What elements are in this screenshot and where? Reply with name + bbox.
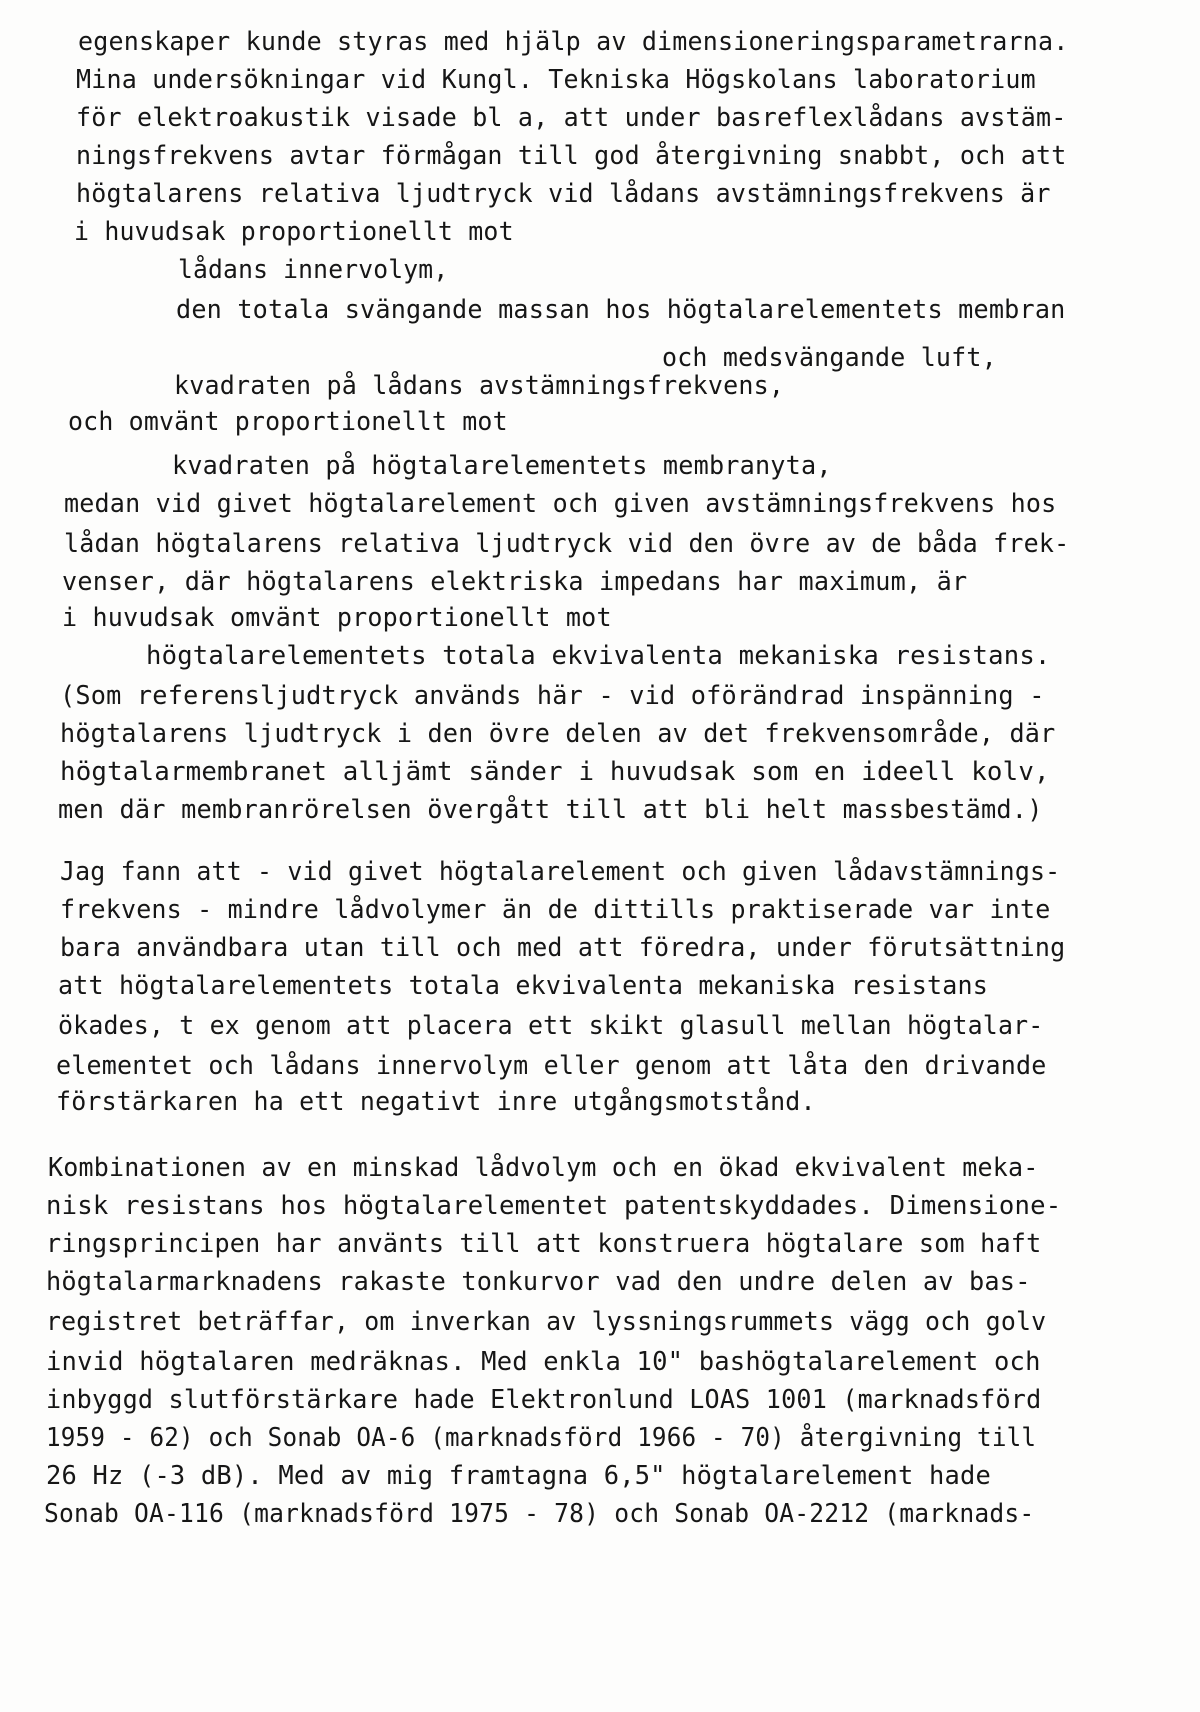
text-line: ningsfrekvens avtar förmågan till god återgivning snabbt, och att — [76, 141, 1067, 171]
text-line: elementet och lådans innervolym eller genom att låta den drivande — [56, 1051, 1047, 1081]
text-line: Kombinationen av en minskad lådvolym och en ökad ekvivalent meka- — [48, 1153, 1039, 1183]
text-line: men där membranrörelsen övergått till att bli helt massbestämd.) — [58, 795, 1043, 825]
text-line: (Som referensljudtryck används här - vid oförändrad inspänning - — [60, 681, 1045, 711]
text-line: i huvudsak omvänt proportionellt mot — [62, 603, 612, 633]
text-line: medan vid givet högtalarelement och given avstämningsfrekvens hos — [64, 489, 1057, 519]
text-line: nisk resistans hos högtalarelementet patentskyddades. Dimensione- — [46, 1191, 1062, 1221]
text-line: och omvänt proportionellt mot — [68, 407, 508, 437]
text-line: Mina undersökningar vid Kungl. Tekniska Högskolans laboratorium — [76, 65, 1036, 95]
text-line: ökades, t ex genom att placera ett skikt glasull mellan högtalar- — [58, 1011, 1044, 1041]
text-line: kvadraten på högtalarelementets membranyta, — [172, 451, 832, 481]
text-line: kvadraten på lådans avstämningsfrekvens, — [174, 371, 785, 401]
text-line: registret beträffar, om inverkan av lyssningsrummets vägg och golv — [46, 1307, 1047, 1337]
text-line: den totala svängande massan hos högtalarelementets membran — [176, 295, 1066, 325]
text-line: högtalarens relativa ljudtryck vid lådans avstämningsfrekvens är — [76, 179, 1051, 209]
text-line: egenskaper kunde styras med hjälp av dimensioneringsparametrarna. — [78, 27, 1069, 57]
text-line: bara användbara utan till och med att föredra, under förutsättning — [60, 933, 1066, 963]
text-line: Sonab OA-116 (marknadsförd 1975 - 78) och Sonab OA-2212 (marknads- — [44, 1499, 1035, 1529]
text-line: förstärkaren ha ett negativt inre utgångsmotstånd. — [56, 1087, 816, 1117]
text-line: 1959 - 62) och Sonab OA-6 (marknadsförd 1966 - 70) återgivning till — [46, 1423, 1037, 1453]
text-line: ringsprincipen har använts till att konstruera högtalare som haft — [46, 1229, 1042, 1259]
text-line: högtalarelementets totala ekvivalenta mekaniska resistans. — [146, 641, 1051, 671]
text-line: lådan högtalarens relativa ljudtryck vid den övre av de båda frek- — [64, 529, 1070, 559]
text-line: lådans innervolym, — [178, 255, 449, 285]
text-line: i huvudsak proportionellt mot — [74, 217, 514, 247]
text-line: högtalarens ljudtryck i den övre delen av det frekvensområde, där — [60, 719, 1056, 749]
text-line: att högtalarelementets totala ekvivalenta mekaniska resistans — [58, 971, 989, 1001]
text-line: högtalarmembranet alljämt sänder i huvudsak som en ideell kolv, — [60, 757, 1050, 787]
text-line: 26 Hz (-3 dB). Med av mig framtagna 6,5" högtalarelement hade — [46, 1461, 992, 1491]
text-line: högtalarmarknadens rakaste tonkurvor vad den undre delen av bas- — [46, 1267, 1031, 1297]
text-line: venser, där högtalarens elektriska impedans har maximum, är — [62, 567, 968, 597]
text-line: Jag fann att - vid givet högtalarelement och given lådavstämnings- — [60, 857, 1061, 887]
text-line: frekvens - mindre lådvolymer än de dittills praktiserade var inte — [60, 895, 1051, 925]
text-line: för elektroakustik visade bl a, att under basreflexlådans avstäm- — [76, 103, 1067, 133]
text-line: inbyggd slutförstärkare hade Elektronlund LOAS 1001 (marknadsförd — [46, 1385, 1042, 1415]
text-line: invid högtalaren medräknas. Med enkla 10" bashögtalarelement och — [46, 1347, 1041, 1377]
text-line: och medsvängande luft, — [662, 343, 997, 373]
